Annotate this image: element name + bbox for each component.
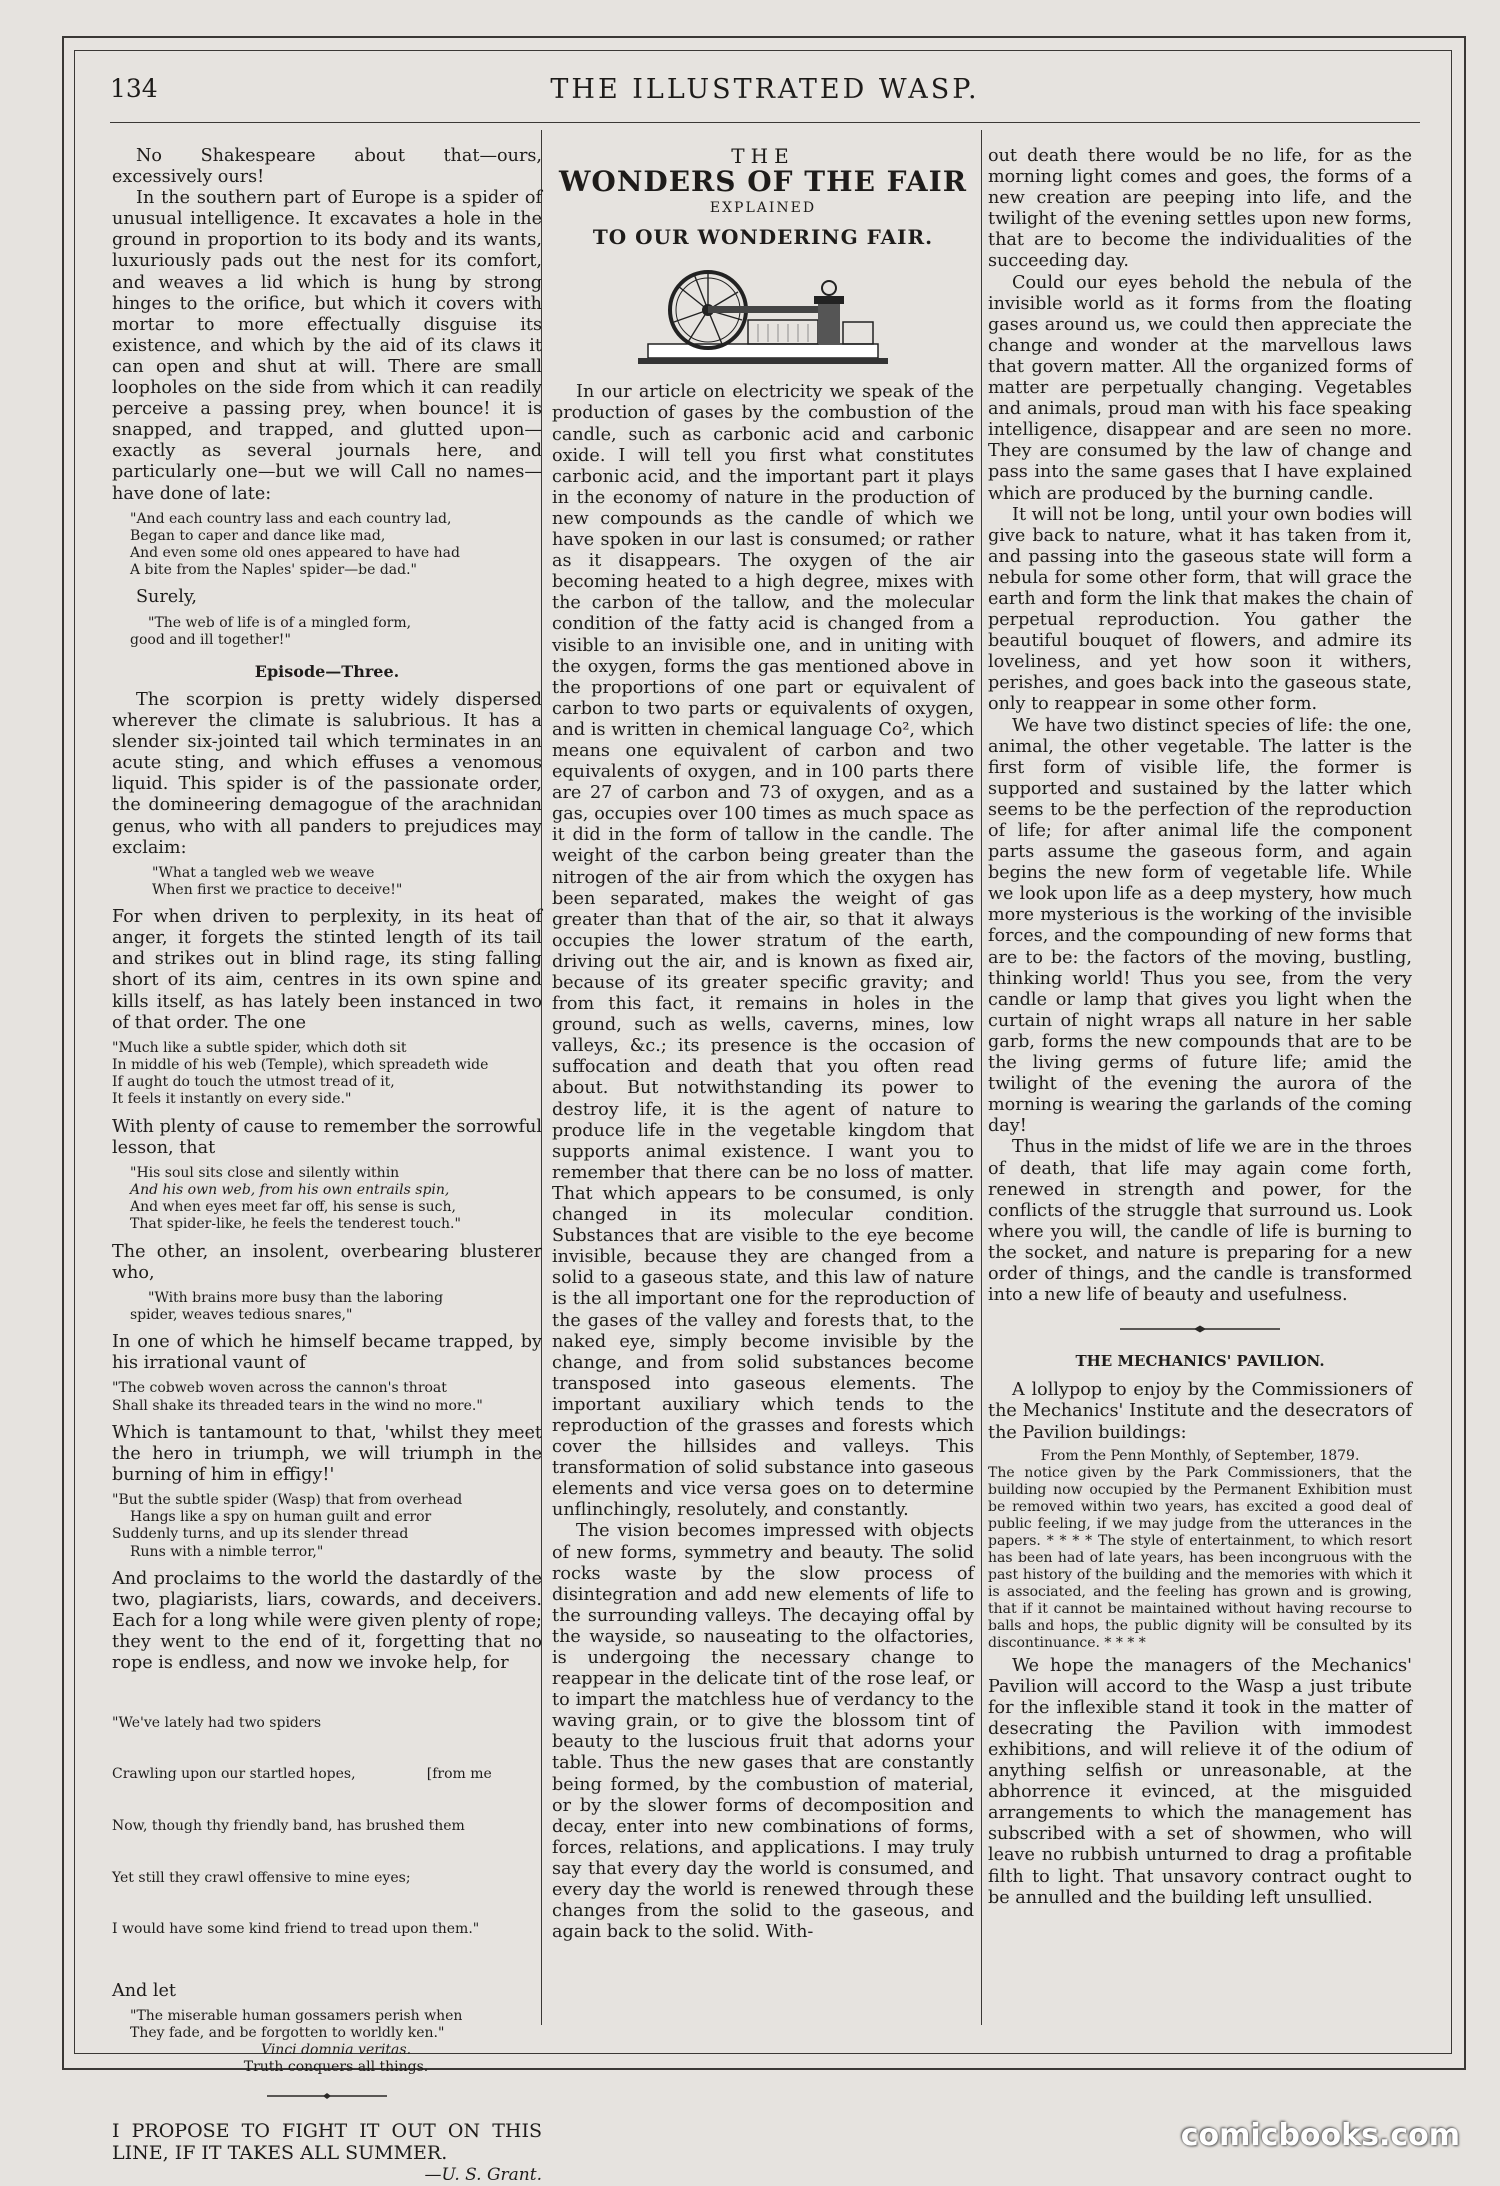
episode-heading: Episode—Three.	[254, 661, 400, 681]
article-title-explained: EXPLAINED	[709, 200, 817, 217]
ornament-divider	[112, 2085, 542, 2106]
paragraph: We have two distinct species of life: the one, animal, the other vegetable. The latter is the first form of visible life, the former is supported and sustained by the latter which seems to be the perfection of the reproduction of life; for after animal life the component parts assume the gaseous form, and again begins the new form of vegetable life. While we look upon life as a deep mystery, how much more mysterious is the working of the invisible forces, and the compounding of new forms that are to be: the factors of the moving, bustling, thinking world! Thus you see, from the very candle or lamp that gives you light when the curtain of night wraps all nature in her sable garb, forms the new compounds that are to be the living germs of future life; amid the twilight of the evening the aurora of the morning is wearing the garlands of the coming day!	[988, 715, 1412, 1137]
verse-line: "The miserable human gossamers perish when	[130, 2007, 463, 2024]
header-rule	[110, 122, 1420, 123]
verse-line: "With brains more busy than the laboring	[148, 1289, 444, 1306]
verse-line: And even some old ones appeared to have had	[130, 545, 460, 561]
verse-quote	[130, 615, 542, 649]
verse-line: It feels it instantly on every side."	[112, 1091, 352, 1108]
paragraph: In our article on electricity we speak of the production of gases by the combustion of the candle, such as carbonic acid and carbonic oxide. I will tell you first what constitutes carbonic acid, and the important part it plays in the economy of nature in the production of new compounds as the candle of which we have spoken in our last is consumed; or rather as it disappears. The oxygen of the air becoming heated to a high degree, mixes with the carbon of the tallow, and the molecular condition of the fatty acid is changed from a visible to an invisible one, and in uniting with the oxygen, forms the gas mentioned above in the proportions of one part or equivalent of carbon to two parts or equivalents of oxygen, and is written in chemical language Co², which means one equivalent of carbon and two equivalents of oxygen, and in 100 parts there are 27 of carbon and 73 of oxygen, and as a gas, occupies over 100 times as much space as it did in the form of tallow in the candle. The weight of the carbon being greater than the nitrogen of the air from which the oxygen has been separated, makes the weight of gas greater than that of the air, so that it always occupies the lower stratum of the earth, driving out the air, and is known as fixed air, because of its greater specific gravity; and from this fact, it remains in holes in the ground, such as wells, caverns, mines, low valleys, &c.; its presence is the occasion of suffocation and death that you often read about. But notwithstanding its power to destroy life, it is the agent of nature to produce life in the vegetable kingdom that supports animal existence. I want you to remember that there can be no loss of matter. That which appears to be consumed, is only changed in its molecular condition. Substances that are visible to the eye become invisible, because they are changed from a solid to a gaseous state, and this law of nature is the all important one for the reproduction of the gases of the valley and forests that, to the naked eye, simply become invisible by the change, and from solid substances become transposed into gaseous elements. The important auxiliary which tends to the reproduction of the grasses and forests which cover the hillsides and valleys. This transformation of solid substance into gaseous elements and vice versa goes on to determine unflinchingly, resolutely, and constantly.	[552, 382, 974, 1521]
verse-line: spider, weaves tedious snares,"	[130, 1306, 353, 1323]
verse-line: Runs with a nimble terror,"	[130, 1543, 324, 1560]
verse-line: A bite from the Naples' spider—be dad."	[130, 562, 417, 579]
verse-quote	[130, 1290, 542, 1324]
paragraph: The vision becomes impressed with objects of new forms, symmetry and beauty. The solid rocks waste by the slow process of disintegration and add new elements of life to the surrounding valleys. The decaying offal by the wayside, so nauseating to the olfactories, is undergoing the necessary change to reappear in the delicate tint of the rose leaf, or to impart the matchless hue of verdancy to the waving grain, or to give the blossom tint of beauty to the luscious fruit that adorns your table. Thus the new gases that are constantly being formed, by the combustion of material, or by the slower forms of decomposition and decay, enter into new combinations of forms, forces, relations, and applications. I may truly say that every day the world is consumed, and every day the world is renewed through these changes from the solid to the gaseous, and again back to the solid. With-	[552, 1521, 974, 1943]
verse-line: In middle of his web (Temple), which spreadeth wide	[112, 1056, 489, 1073]
verse-line: Crawling upon our startled hopes, [from me	[112, 1766, 492, 1783]
verse-line: If aught do touch the utmost tread of it,	[112, 1074, 395, 1091]
article-title: WONDERS OF THE FAIR	[558, 165, 968, 199]
paragraph: The scorpion is pretty widely dispersed wherever the climate is salubrious. It has a slender six-jointed tail which terminates in an acute sting, and which effuses a venomous liquid. This spider is of the passionate order, the domineering demagogue of the arachnidan genus, who with all panders to prejudices may exclaim:	[112, 690, 542, 858]
verse-quote	[130, 511, 542, 580]
verse-quote	[130, 2008, 542, 2077]
paragraph: We hope the managers of the Mechanics' Pavilion will accord to the Wasp a just tribute for the inflexible stand it took in the matter of desecrating the Pavilion with immodest exhibitions, and will relieve it of the odium of anything selfish or unreasonable, at the abhorrence it evinced, at the misguided arrangements to which the management has subscribed with a set of showmen, who will leave no rubbish unturned to drag a profitable filth to light. That unsavory contract ought to be annulled and the building left unsullied.	[988, 1655, 1412, 1908]
paragraph: Could our eyes behold the nebula of the invisible world as it forms from the floating gases around us, we could then appreciate the change and wonder at the marvellous laws that govern matter. All the organized forms of matter are perpetually changing. Vegetables and animals, proud man with his face speaking intelligence, disappear and are seen no more. They are consumed by the law of change and pass into the same gases that I have explained which are produced by the burning candle.	[988, 272, 1412, 504]
paragraph: And proclaims to the world the dastardly of the two, plagiarists, liars, cowards, and deceivers. Each for a long while were given plenty of rope; they went to the end of it, forgetting that no rope is endless, and now we invoke help, for	[112, 1568, 542, 1674]
column-2	[552, 146, 974, 1943]
verse-line: "His soul sits close and silently within	[130, 1164, 400, 1181]
verse-line: Suddenly turns, and up its slender thread	[112, 1526, 409, 1543]
verse-line: Vinci domnia veritas.	[260, 2042, 412, 2059]
verse-line: Shall shake its threaded tears in the wind no more."	[112, 1397, 483, 1414]
page-header	[110, 70, 1420, 114]
verse-quote	[112, 1492, 542, 1561]
verse-line: Yet still they crawl offensive to mine eyes;	[112, 1869, 411, 1886]
column-1	[112, 146, 542, 2186]
quoted-notice: The notice given by the Park Commissioners, that the building now occupied by the Permanent Exhibition must be removed within two years, has excited a good deal of public feeling, if we may judge from the utterances in the papers. * * * * The style of entertainment, to which resort has been had of late years, has been incongruous with the past history of the building and the memories with which it is associated, and the feeling has grown and is growing, that if it cannot be maintained without having recourse to balls and hops, the public dignity will be consulted by its discontinuance. * * * *	[988, 1464, 1412, 1651]
verse-line: I would have some kind friend to tread upon them."	[112, 1921, 480, 1938]
closing-quote	[112, 2119, 542, 2185]
paragraph: For when driven to perplexity, in its heat of anger, it forgets the stinted length of its tail and strikes out in blind rage, its sting falling short of its aim, centres in its own spine and kills itself, as has lately been instanced in two of that order. The one	[112, 907, 542, 1033]
verse-line: "But the subtle spider (Wasp) that from overhead	[112, 1492, 463, 1508]
column-divider-2	[981, 130, 982, 2025]
verse-quote	[130, 1165, 542, 1234]
verse-line: "The cobweb woven across the cannon's throat	[112, 1380, 447, 1397]
verse-line: And his own web, from his own entrails spin,	[130, 1181, 450, 1198]
verse-line: They fade, and be forgotten to worldly ken."	[130, 2025, 445, 2042]
paragraph: It will not be long, until your own bodies will give back to nature, what it has taken from it, and passing into the gaseous state will form a nebula for some other form, that will grace the earth and form the link that makes the chain of perpetual reproduction. You gather the beautiful bouquet of flowers, and admire its loveliness, and yet how soon it withers, perishes, and goes back into the gaseous state, only to reappear in some other form.	[988, 504, 1412, 715]
paragraph: Which is tantamount to that, 'whilst they meet the hero in triumph, we will triumph in the burning of him in effigy!'	[112, 1422, 542, 1485]
closing-quote-text: I PROPOSE TO FIGHT IT OUT ON THIS LINE, IF IT TAKES ALL SUMMER.	[112, 2119, 542, 2164]
article-title-the: THE	[731, 144, 795, 168]
verse-line: And when eyes meet far off, his sense is such,	[130, 1199, 456, 1216]
paragraph: And let	[112, 1980, 177, 2001]
verse-line: good and ill together!"	[130, 631, 291, 648]
paragraph: Surely,	[136, 587, 198, 608]
verse-line: Began to caper and dance like mad,	[130, 527, 386, 544]
verse-line: That spider-like, he feels the tenderest touch."	[130, 1216, 461, 1233]
paragraph: In the southern part of Europe is a spider of unusual intelligence. It excavates a hole in the ground in proportion to its body and its wants, luxuriously pads out the nest for its comfort, and weaves a lid which is hung by strong hinges to the orifice, but which it covers with mortar to more effectually disguise its existence, and which by the aid of its claws it can open and shut at will. There are small loopholes on the side from which it can readily perceive a passing prey, when bounce! it is snapped, and trapped, and glutted upon—exactly as several journals here, and particularly one—but we will Call no names—have done of late:	[112, 188, 542, 504]
verse-line: "We've lately had two spiders	[112, 1714, 322, 1731]
verse-line: When first we practice to deceive!"	[152, 881, 403, 898]
paragraph: With plenty of cause to remember the sorrowful lesson, that	[112, 1116, 542, 1158]
paragraph: The other, an insolent, overbearing blusterer who,	[112, 1241, 542, 1283]
engine-engraving-image	[638, 262, 888, 372]
section-heading: THE MECHANICS' PAVILION.	[1075, 1352, 1325, 1371]
ornament-divider	[988, 1318, 1412, 1339]
verse-line: "Much like a subtle spider, which doth sit	[112, 1039, 407, 1056]
verse-line: "What a tangled web we weave	[152, 864, 375, 881]
paragraph: Thus in the midst of life we are in the throes of death, that life may again come forth, renewed in strength and power, for the conflicts of the struggle that surround us. Look where you will, the candle of life is burning to the socket, and nature is preparing for a new order of things, and the candle is transformed into a new life of beauty and usefulness.	[988, 1137, 1412, 1306]
verse-quote	[112, 1040, 542, 1109]
verse-line: Now, though thy friendly band, has brushed them	[112, 1817, 465, 1834]
verse-quote	[152, 865, 542, 899]
verse-quote	[112, 1680, 542, 1972]
paragraph: out death there would be no life, for as the morning light comes and goes, the forms of a new creation are peeping into life, and the twilight of the evening settles upon new forms, that are to become the individualities of the succeeding day.	[988, 146, 1412, 272]
verse-line: Truth conquers all things.	[243, 2059, 429, 2076]
source-citation: From the Penn Monthly, of September, 1879.	[1040, 1447, 1360, 1464]
paragraph: In one of which he himself became trapped, by his irrational vaunt of	[112, 1332, 542, 1374]
closing-quote-attribution: —U. S. Grant.	[424, 2164, 542, 2185]
verse-line: Hangs like a spy on human guilt and error	[130, 1509, 432, 1526]
article-subtitle: TO OUR WONDERING FAIR.	[592, 225, 934, 250]
column-3	[988, 146, 1412, 1909]
page-number: 134	[110, 74, 158, 103]
publication-title: THE ILLUSTRATED WASP.	[550, 74, 980, 105]
paragraph: No Shakespeare about that—ours, excessively ours!	[112, 146, 542, 188]
verse-line: "And each country lass and each country lad,	[130, 510, 452, 527]
verse-quote	[112, 1380, 542, 1414]
verse-line: "The web of life is of a mingled form,	[148, 614, 412, 631]
watermark-logo: comicbooks.com	[1180, 2118, 1460, 2153]
paragraph: A lollypop to enjoy by the Commissioners of the Mechanics' Institute and the desecrators of the Pavilion buildings:	[988, 1380, 1412, 1443]
